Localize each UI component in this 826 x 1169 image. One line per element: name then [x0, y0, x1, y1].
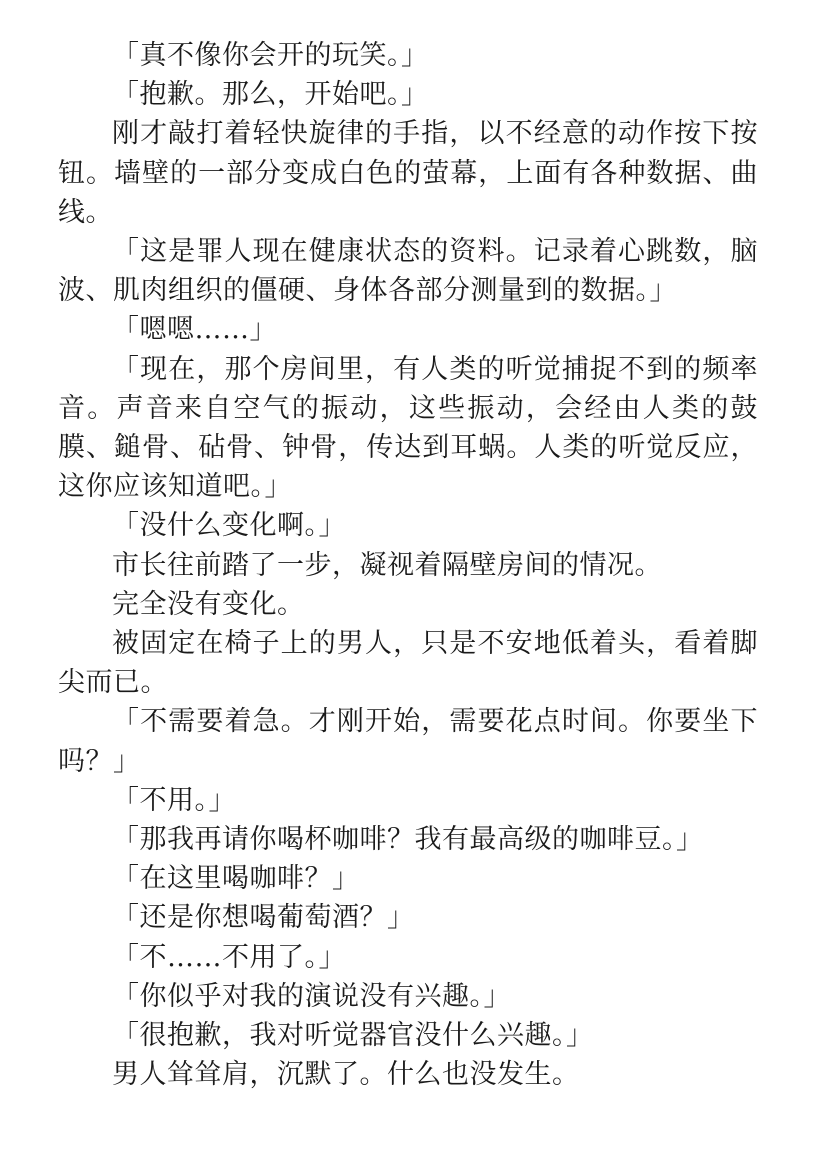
paragraph-6: 「现在，那个房间里，有人类的听觉捕捉不到的频率音。声音来自空气的振动，这些振动，会经由人类的鼓膜、鎚骨、砧骨、钟骨，传达到耳蜗。人类的听觉反应，这你应该知道吧。」: [58, 353, 758, 503]
paragraph-12: 「不用。」: [112, 784, 236, 816]
paragraph-3: 刚才敲打着轻快旋律的手指，以不经意的动作按下按钮。墙壁的一部分变成白色的萤幕，上面有各种数据、曲线。: [58, 118, 758, 228]
paragraph-15: 「还是你想喝葡萄酒？」: [112, 902, 415, 934]
paragraph-17: 「你似乎对我的演说没有兴趣。」: [112, 980, 511, 1012]
paragraph-5: 「嗯嗯……」: [112, 314, 277, 346]
paragraph-7: 「没什么变化啊。」: [112, 510, 346, 542]
paragraph-14: 「在这里喝咖啡？」: [112, 863, 360, 895]
paragraph-13: 「那我再请你喝杯咖啡？我有最高级的咖啡豆。」: [112, 824, 704, 856]
paragraph-2: 「抱歉。那么，开始吧。」: [112, 79, 429, 111]
paragraph-18: 「很抱歉，我对听觉器官没什么兴趣。」: [112, 1020, 594, 1052]
paragraph-1: 「真不像你会开的玩笑。」: [112, 40, 429, 71]
document-page: [58, 36, 758, 1094]
paragraph-4: 「这是罪人现在健康状态的资料。记录着心跳数，脑波、肌肉组织的僵硬、身体各部分测量到的数据。」: [58, 236, 758, 307]
paragraph-16: 「不……不用了。」: [112, 941, 346, 973]
paragraph-10: 被固定在椅子上的男人，只是不安地低着头，看着脚尖而已。: [58, 628, 758, 699]
paragraph-9: 完全没有变化。: [112, 588, 305, 620]
paragraph-8: 市长往前踏了一步，凝视着隔壁房间的情况。: [112, 549, 662, 581]
paragraph-19: 男人耸耸肩，沉默了。什么也没发生。: [112, 1059, 580, 1091]
paragraph-11: 「不需要着急。才刚开始，需要花点时间。你要坐下吗？」: [58, 706, 758, 777]
